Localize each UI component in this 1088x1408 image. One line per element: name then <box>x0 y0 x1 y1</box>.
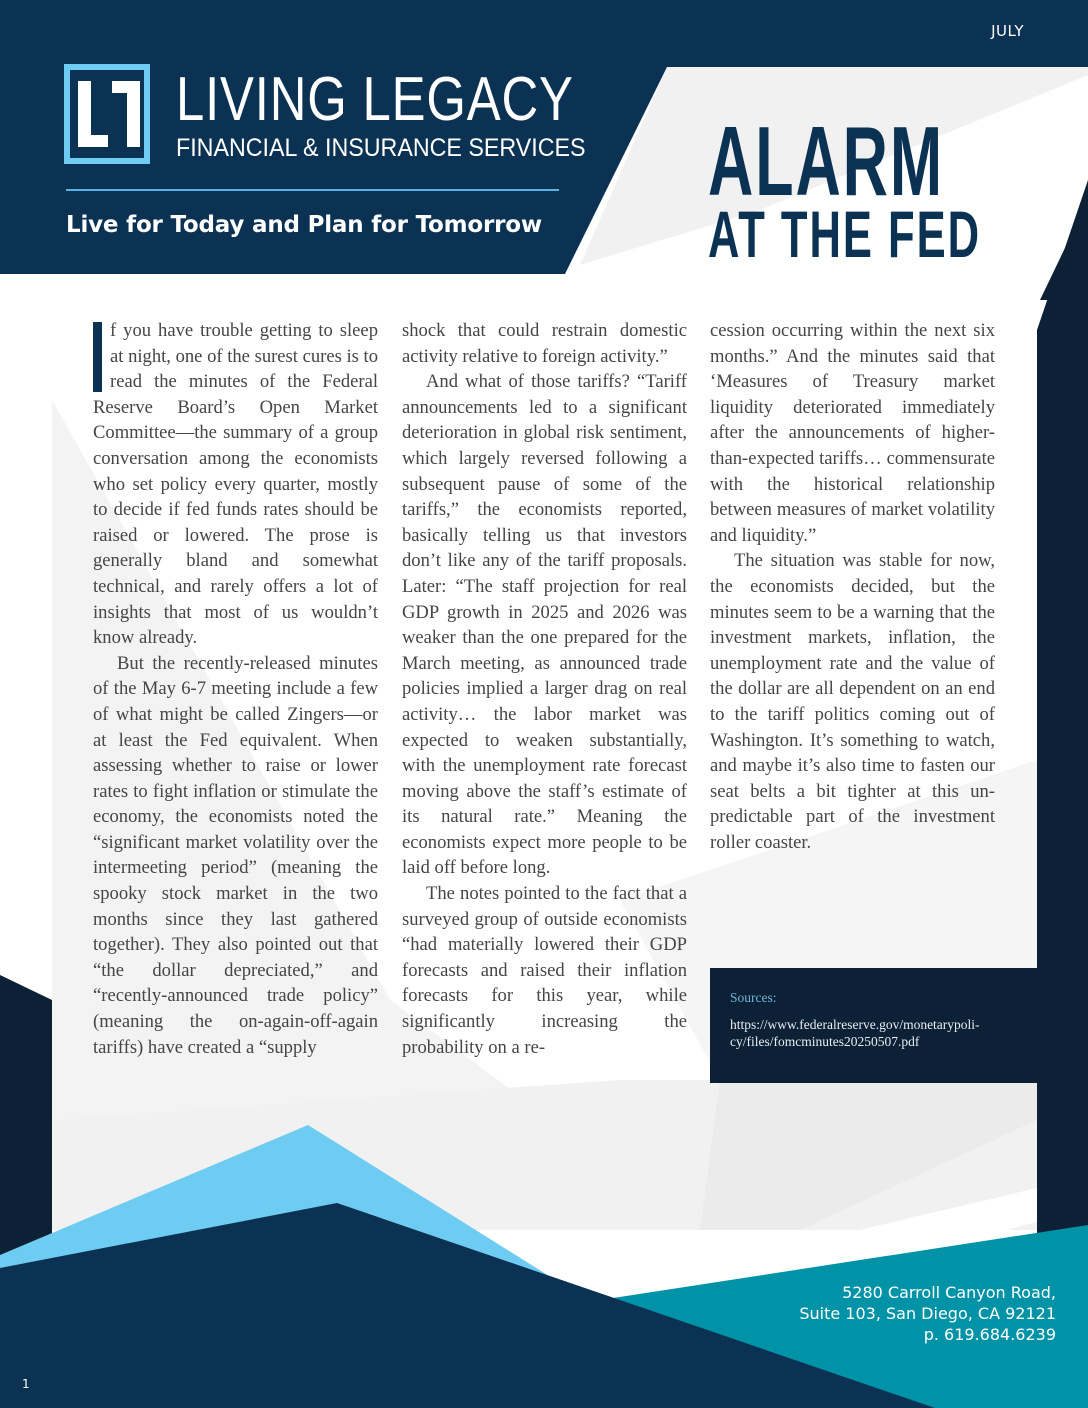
brand-name: LIVING LEGACY <box>176 65 574 134</box>
contact-address <box>799 1282 1056 1345</box>
paragraph: And what of those tariffs? “Tariff announcements led to a significant deterioration in global risk sentiment, which largely reversed following a subsequent pause of some of the tariffs,” the economists reported, basically telling us that investors don’t like any of the tariff proposals. Later: “The staff projection for real GDP growth in 2025 and 2026 was weaker than the one prepared for the March meeting, as announced trade policies implied a larger drag on real activity… the labor market was expected to weaken substantially, with the unemployment rate forecast moving above the staff’s estimate of its natural rate.” Meaning the economists expect more people to be laid off before long. <box>402 371 687 879</box>
drop-cap-bar <box>93 322 102 392</box>
sources-label: Sources: <box>730 990 777 1005</box>
brand-block <box>176 65 661 162</box>
tagline: Live for Today and Plan for Tomorrow <box>66 212 542 238</box>
paragraph: But the recently-released minutes of the May 6-7 meeting include a few of what might be called Zingers—or at least the Fed equivalent. When assessing whether to raise or lower rates to fight inflation or stimulate the economy, the economists noted the “significant market volatility over the intermeeting period” (meaning the spooky stock market in the two months since they last gathered together). They also pointed out that “the dollar depreciated,” and “recently-announced trade policy” (meaning the on-again-off-again tariffs) have created a “supply <box>93 652 378 1058</box>
paragraph: The notes pointed to the fact that a surveyed group of outside economists “had materially lowered their GDP forecasts and raised their inflation forecasts for this year, while significantly increasing the probability on a re- <box>402 883 687 1058</box>
logo-mark-icon <box>78 81 140 147</box>
paragraph-text: f you have trouble getting to sleep at night, one of the surest cures is to read the minutes of the Federal Reserve Board’s Open Market Committee—the summary of a group conversation among the economists who set policy every quarter, mostly to decide if fed funds rates should be raised or lowered. The prose is generally bland and somewhat technical, and rarely offers a lot of insights that most of us wouldn’t know already. <box>93 320 379 649</box>
page-number: 1 <box>22 1377 30 1391</box>
paragraph <box>93 318 378 651</box>
headline-line-1: ALARM <box>708 106 945 216</box>
source-link[interactable]: https://www.federalreserve.gov/monetarypoli-cy/files/fomcminutes20250507.pdf <box>730 1017 980 1049</box>
phone-number: p. 619.684.6239 <box>923 1325 1056 1344</box>
address-line-1: 5280 Carroll Canyon Road, <box>842 1283 1056 1302</box>
header-divider <box>66 189 559 191</box>
paragraph: The situation was stable for now, the economists decided, but the minutes seem to be a warning that the investment markets, inflation, the unemployment rate and the value of the dollar are all dependent on an end to the tariff politics coming out of Washington. It’s something to watch, and maybe it’s also time to fasten our seat belts a bit tighter at this unpredictable part of the investment roller coaster. <box>710 550 995 853</box>
headline-line-2: AT THE FED <box>708 197 982 271</box>
paragraph: cession occurring within the next six months.” And the minutes said that ‘Measures of Treasury market liquidity deteriorated immediately after the announcements of higher-than-expected tariffs… commensurate with the historical relationship between measures of market volatility and liquidity.” <box>710 320 995 546</box>
article-column-3 <box>710 318 995 855</box>
company-logo <box>64 64 150 164</box>
right-dark-band <box>1037 180 1088 1408</box>
paragraph: shock that could restrain domestic activity relative to foreign activity.” <box>402 320 687 367</box>
article-column-1 <box>93 318 378 1060</box>
article-headline <box>708 106 1088 271</box>
issue-month: JULY <box>991 22 1024 40</box>
article-column-2 <box>402 318 687 1060</box>
sources-box <box>710 968 1037 1083</box>
brand-subtitle: FINANCIAL & INSURANCE SERVICES <box>176 134 586 162</box>
address-line-2: Suite 103, San Diego, CA 92121 <box>799 1304 1056 1323</box>
